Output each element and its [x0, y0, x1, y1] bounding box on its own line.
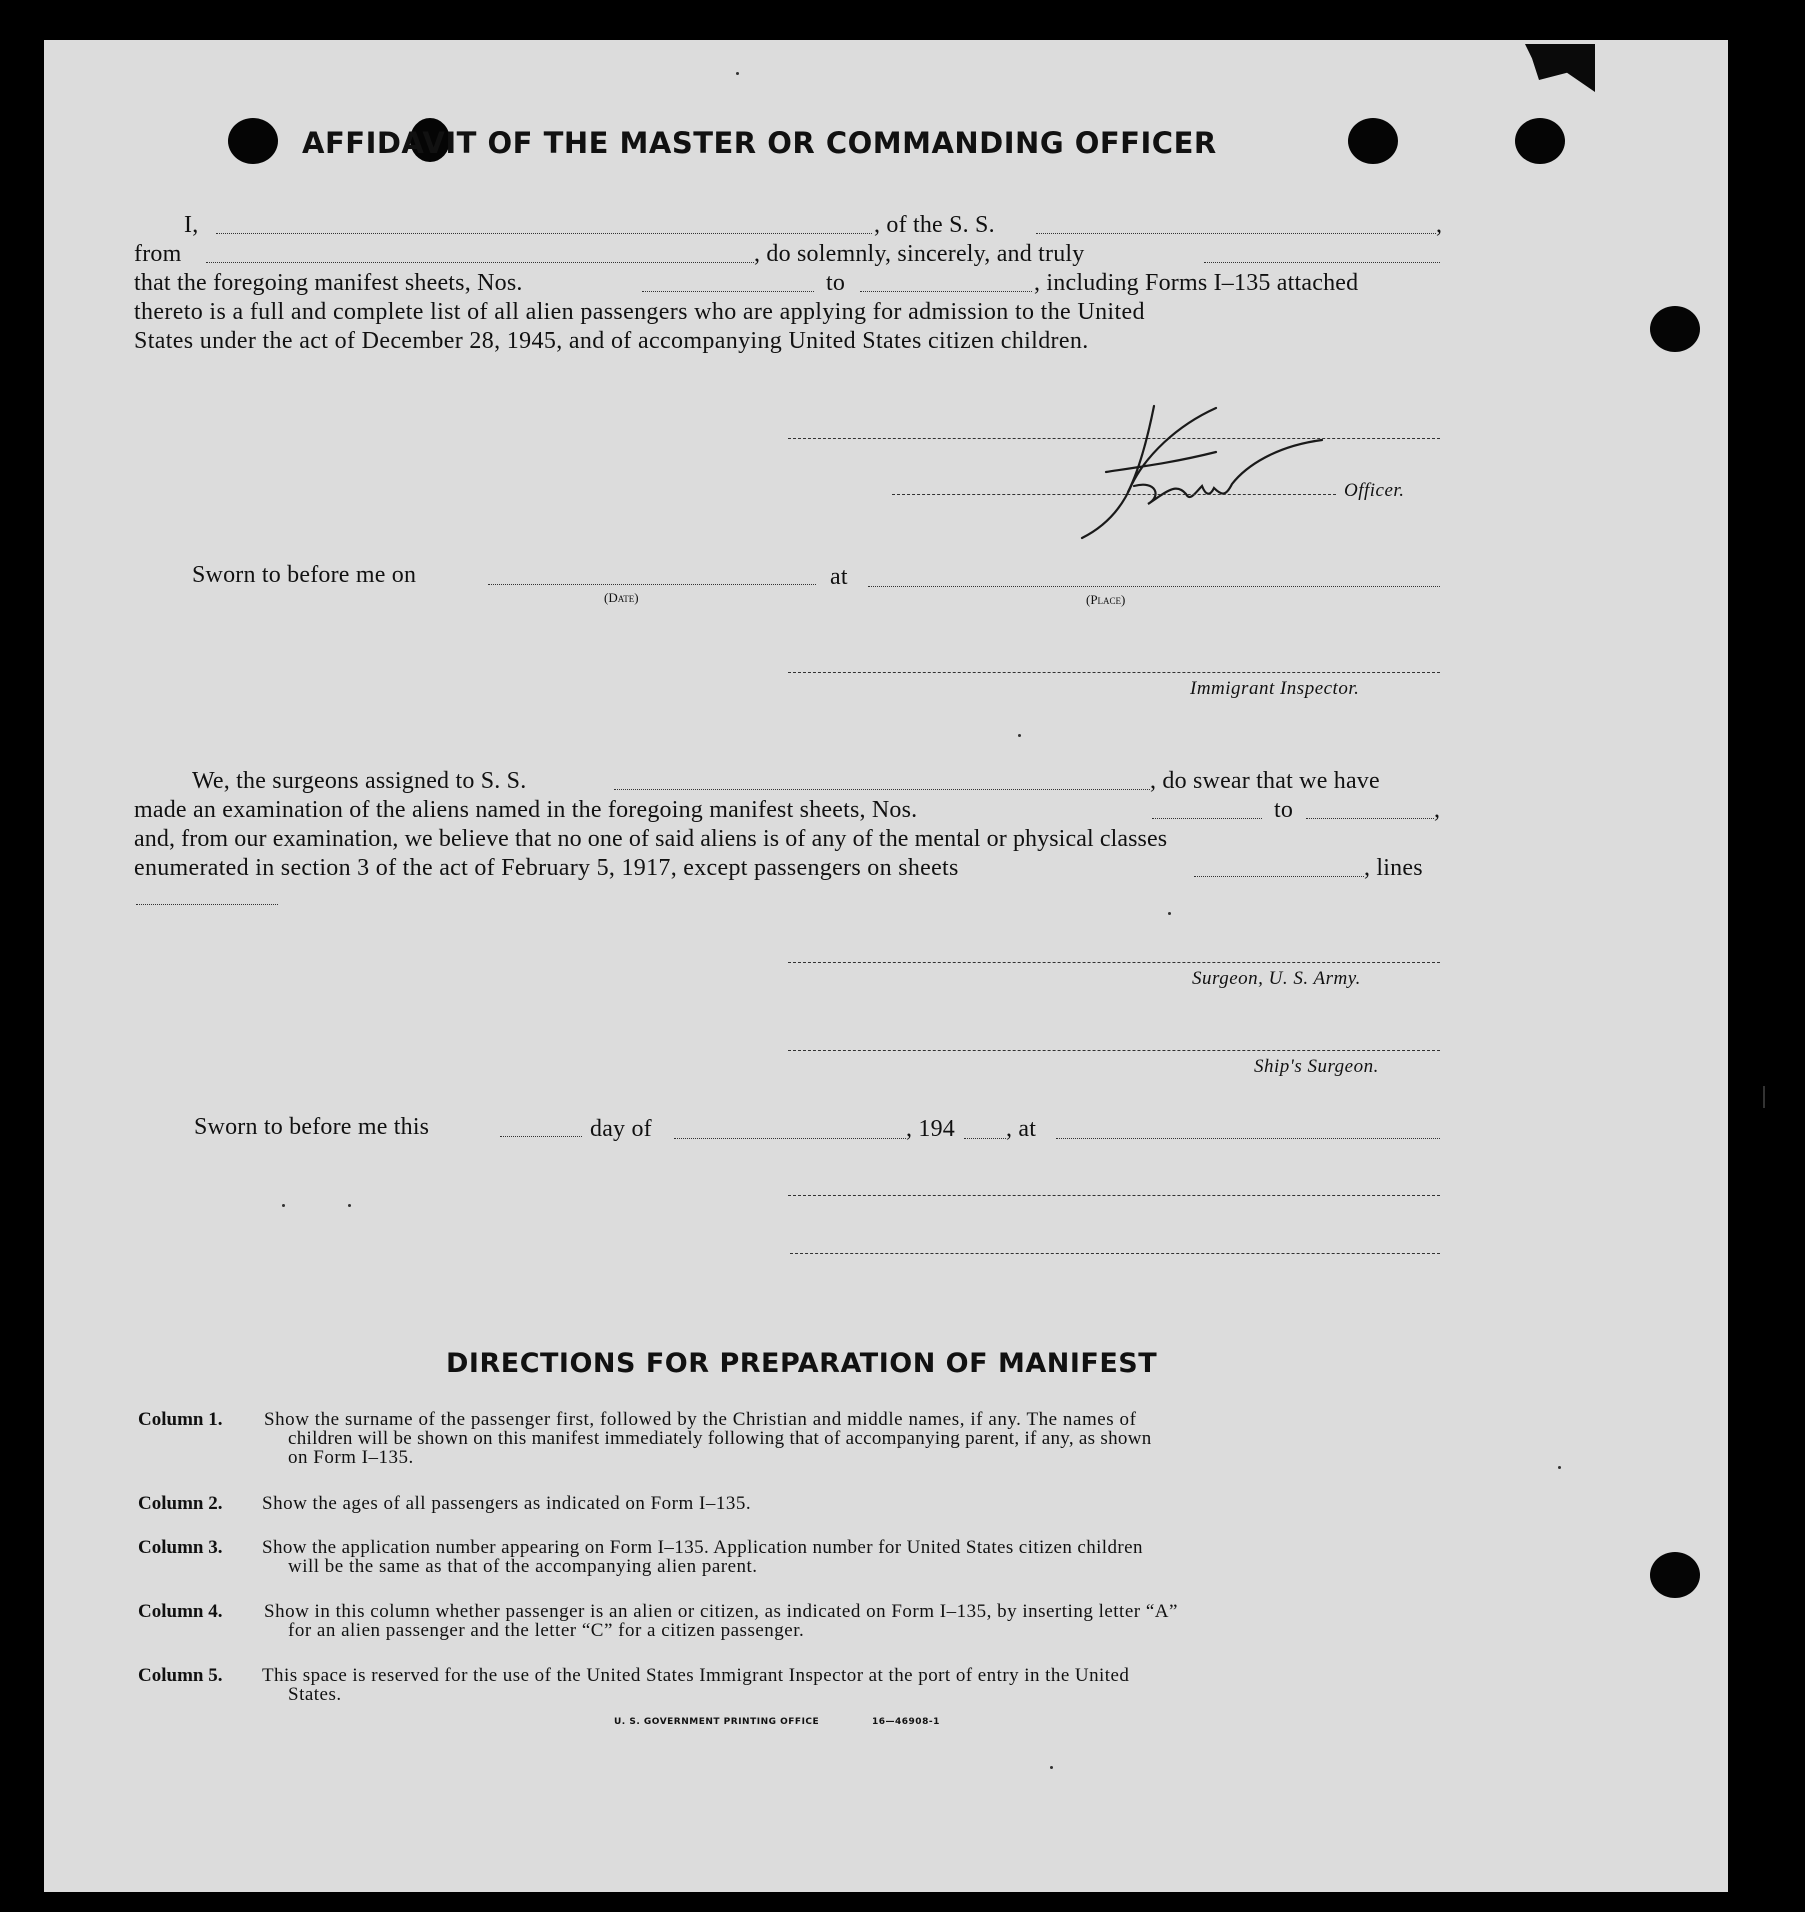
affidavit-title: AFFIDAVIT OF THE MASTER OR COMMANDING OFFICER: [302, 126, 1217, 160]
sworn-before-me-on: Sworn to before me on: [192, 562, 417, 588]
surgeons-line1: We, the surgeons assigned to S. S.: [192, 768, 527, 794]
ship-name-field[interactable]: [1036, 233, 1436, 234]
scan-speck: [1763, 1086, 1765, 1108]
sworn-this: Sworn to before me this: [194, 1114, 430, 1140]
affidavit-from: from: [134, 241, 182, 267]
direction-text-line: for an alien passenger and the letter “C” for a citizen passenger.: [288, 1620, 805, 1641]
officer-caption: Officer.: [1344, 480, 1405, 501]
direction-label: Column 5.: [138, 1665, 223, 1686]
affidavit-line5: States under the act of December 28, 1945, and of accompanying United States citizen children.: [134, 328, 1089, 354]
sworn-day-of: day of: [590, 1116, 652, 1142]
ship-surgeon-caption: Ship's Surgeon.: [1254, 1056, 1379, 1077]
sworn-day-field[interactable]: [500, 1136, 582, 1137]
scan-speck: [1050, 1766, 1053, 1769]
sworn2-at: , at: [1006, 1116, 1037, 1142]
direction-text-line: States.: [288, 1684, 342, 1705]
direction-text-line: Show the ages of all passengers as indicated on Form I–135.: [262, 1493, 752, 1514]
surgeons-lines: , lines: [1364, 855, 1423, 881]
sheets-from-field[interactable]: [642, 291, 814, 292]
surgeons-comma: ,: [1434, 797, 1441, 823]
affidavit-i: I,: [184, 212, 199, 238]
sworn-at: at: [830, 564, 848, 590]
army-surgeon-signature-line[interactable]: [788, 962, 1440, 963]
direction-text-line: will be the same as that of the accompanying alien parent.: [288, 1556, 758, 1577]
sworn2-place-field[interactable]: [1056, 1138, 1440, 1139]
affidavit-comma: ,: [1436, 212, 1443, 238]
inspector2-signature-line-2[interactable]: [790, 1253, 1440, 1254]
surgeons-line4: enumerated in section 3 of the act of February 5, 1917, except passengers on sheets: [134, 855, 959, 881]
direction-text-line: This space is reserved for the use of the United States Immigrant Inspector at the port of entry in the United: [262, 1665, 1130, 1686]
sworn-place-field[interactable]: [868, 586, 1440, 587]
direction-text-line: children will be shown on this manifest immediately following that of accompanying parent, if any, as shown: [288, 1428, 1152, 1449]
inspector-signature-line[interactable]: [788, 672, 1440, 673]
direction-label: Column 1.: [138, 1409, 223, 1430]
punch-hole: [1348, 118, 1398, 164]
scan-speck: [348, 1204, 351, 1207]
sworn-year: , 194: [906, 1116, 955, 1142]
direction-label: Column 2.: [138, 1493, 223, 1514]
form-code: 16—46908-1: [872, 1717, 940, 1727]
inspector2-signature-line-1[interactable]: [788, 1195, 1440, 1196]
oath-field[interactable]: [1204, 262, 1440, 263]
date-caption: (Date): [604, 590, 639, 605]
army-surgeon-caption: Surgeon, U. S. Army.: [1192, 968, 1361, 989]
officer-signature: [1036, 396, 1336, 546]
scan-speck: [282, 1204, 285, 1207]
surgeons-swear: , do swear that we have: [1150, 768, 1380, 794]
sworn-date-field[interactable]: [488, 584, 816, 585]
sworn-month-field[interactable]: [674, 1138, 906, 1139]
direction-label: Column 4.: [138, 1601, 223, 1622]
surgeons-line3: and, from our examination, we believe that no one of said aliens is of any of the mental or physical classes: [134, 826, 1168, 852]
directions-title: DIRECTIONS FOR PREPARATION OF MANIFEST: [446, 1348, 1158, 1379]
except-lines-field[interactable]: [136, 904, 278, 905]
direction-text-line: on Form I–135.: [288, 1447, 414, 1468]
punch-hole: [228, 118, 278, 164]
sworn-year-field[interactable]: [964, 1138, 1006, 1139]
affidavit-manifest-sheets: that the foregoing manifest sheets, Nos.: [134, 270, 523, 296]
surgeons-to: to: [1274, 797, 1294, 823]
direction-label: Column 3.: [138, 1537, 223, 1558]
direction-text-line: Show the surname of the passenger first, followed by the Christian and middle names, if any. The names of: [264, 1409, 1137, 1430]
sheets-to-field[interactable]: [860, 291, 1032, 292]
surgeons-sheets-from-field[interactable]: [1152, 818, 1262, 819]
place-caption: (Place): [1086, 592, 1126, 607]
except-sheets-field[interactable]: [1194, 876, 1364, 877]
printer-imprint: U. S. GOVERNMENT PRINTING OFFICE: [614, 1717, 820, 1727]
surgeons-line2: made an examination of the aliens named in the foregoing manifest sheets, Nos.: [134, 797, 918, 823]
from-port-field[interactable]: [206, 262, 754, 263]
ship-surgeon-signature-line[interactable]: [788, 1050, 1440, 1051]
affidavit-solemnly: , do solemnly, sincerely, and truly: [754, 241, 1085, 267]
inspector-caption: Immigrant Inspector.: [1190, 678, 1360, 699]
officer-signature-line-2[interactable]: [892, 494, 1336, 495]
scan-speck: [736, 72, 739, 75]
scan-speck: [1558, 1466, 1561, 1469]
punch-hole: [1515, 118, 1565, 164]
surgeons-ship-field[interactable]: [614, 789, 1150, 790]
surgeons-sheets-to-field[interactable]: [1306, 818, 1434, 819]
punch-hole: [1650, 306, 1700, 352]
scan-speck: [1168, 912, 1171, 915]
affidavit-including: , including Forms I–135 attached: [1034, 270, 1359, 296]
punch-hole: [1650, 1552, 1700, 1598]
affidavit-of-ss: , of the S. S.: [874, 212, 995, 238]
direction-text-line: Show the application number appearing on Form I–135. Application number for United States citizen children: [262, 1537, 1143, 1558]
scan-speck: [1018, 734, 1021, 737]
master-name-field[interactable]: [216, 233, 872, 234]
direction-text-line: Show in this column whether passenger is an alien or citizen, as indicated on Form I–135, by inserting letter “A”: [264, 1601, 1178, 1622]
affidavit-line4: thereto is a full and complete list of all alien passengers who are applying for admission to the United: [134, 299, 1145, 325]
affidavit-to: to: [826, 270, 846, 296]
